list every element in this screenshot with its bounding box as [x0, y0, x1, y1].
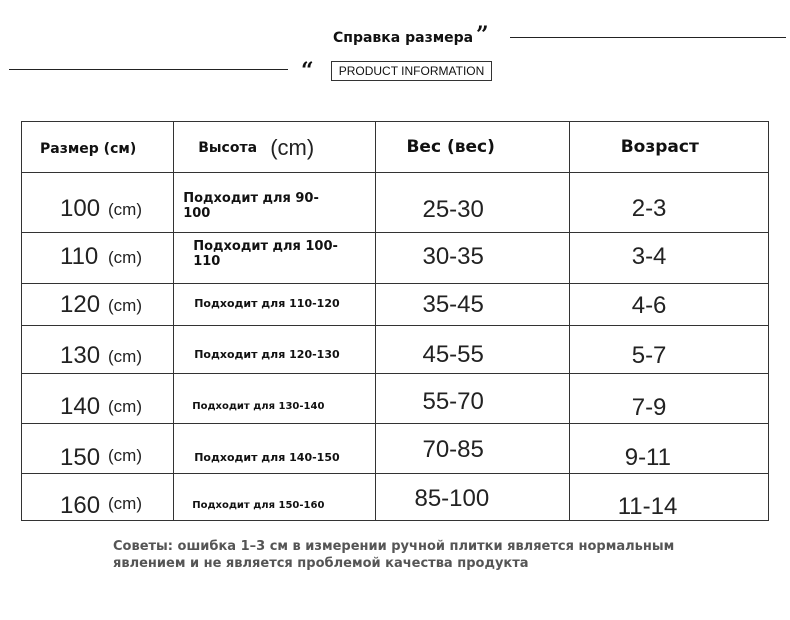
- age-cell: [569, 473, 768, 520]
- size-chart-title: Справка размера: [333, 30, 474, 46]
- weight-value: 25-30: [422, 196, 484, 224]
- size-value: 130: [60, 342, 101, 370]
- measurement-tips: Советы: ошибка 1–3 см в измерении ручной плитки является нормальным явлением и не является проблемой качества продукта: [113, 539, 675, 571]
- size-value: 110: [60, 243, 99, 271]
- table-row: [22, 233, 769, 284]
- closing-quote-icon: ”: [476, 22, 489, 48]
- table-row: [22, 173, 769, 233]
- size-unit: (cm): [108, 445, 142, 465]
- age-value: 5-7: [631, 342, 667, 370]
- size-value: 100: [60, 195, 101, 223]
- fit-text: Подходит для 100-110: [193, 239, 338, 270]
- age-cell: [569, 173, 768, 233]
- size-cell: [22, 473, 174, 520]
- weight-cell: [376, 373, 569, 423]
- size-unit: (cm): [108, 296, 142, 316]
- table-row: [22, 373, 769, 423]
- fit-cell: [174, 423, 376, 473]
- product-information-label: PRODUCT INFORMATION: [331, 61, 492, 81]
- weight-value: 70-85: [422, 435, 484, 463]
- size-value: 160: [60, 491, 101, 519]
- fit-cell: [174, 173, 376, 233]
- table-row: [22, 473, 769, 520]
- header-cell-age: [569, 122, 768, 173]
- fit-text: Подходит для 140-150: [194, 450, 340, 464]
- fit-text: Подходит для 110-120: [194, 297, 340, 311]
- table-header-row: [22, 122, 769, 173]
- age-cell: [569, 326, 768, 373]
- header-age-label: Возраст: [620, 137, 699, 157]
- fit-cell: [174, 284, 376, 326]
- header-height-unit: (cm): [270, 135, 315, 160]
- age-value: 9-11: [624, 443, 671, 471]
- age-value: 2-3: [631, 195, 667, 223]
- weight-cell: [376, 284, 569, 326]
- age-value: 7-9: [631, 393, 667, 421]
- age-value: 11-14: [617, 492, 678, 520]
- age-cell: [569, 284, 768, 326]
- header-divider-left: [9, 69, 288, 70]
- weight-value: 55-70: [422, 387, 484, 415]
- age-value: 4-6: [631, 292, 667, 320]
- header-cell-size: [22, 122, 174, 173]
- size-unit: (cm): [108, 347, 142, 367]
- age-cell: [569, 423, 768, 473]
- size-cell: [22, 423, 174, 473]
- fit-text: Подходит для 120-130: [194, 348, 340, 362]
- fit-cell: [174, 373, 376, 423]
- weight-cell: [376, 173, 569, 233]
- opening-quote-icon: “: [301, 58, 314, 84]
- weight-cell: [376, 423, 569, 473]
- size-cell: [22, 326, 174, 373]
- weight-value: 30-35: [422, 243, 484, 271]
- size-cell: [22, 233, 174, 284]
- weight-cell: [376, 233, 569, 284]
- size-unit: (cm): [108, 248, 142, 268]
- weight-value: 45-55: [422, 341, 484, 369]
- table-row: [22, 423, 769, 473]
- size-cell: [22, 173, 174, 233]
- size-value: 150: [60, 443, 101, 471]
- size-table: [21, 121, 769, 521]
- header-size-label: Размер (см): [40, 141, 137, 157]
- weight-value: 85-100: [414, 484, 490, 512]
- header-cell-weight: [376, 122, 569, 173]
- fit-text: Подходит для 90-100: [183, 191, 319, 222]
- header-weight-label: Вес (вес): [406, 137, 495, 157]
- fit-cell: [174, 233, 376, 284]
- weight-cell: [376, 326, 569, 373]
- size-cell: [22, 284, 174, 326]
- age-cell: [569, 233, 768, 284]
- header-height-label: Высота: [198, 140, 258, 156]
- size-cell: [22, 373, 174, 423]
- fit-cell: [174, 473, 376, 520]
- weight-cell: [376, 473, 569, 520]
- size-unit: (cm): [108, 396, 142, 416]
- table-row: [22, 326, 769, 373]
- header-divider-right: [510, 37, 786, 38]
- fit-text: Подходит для 130-140: [192, 400, 325, 412]
- table-row: [22, 284, 769, 326]
- age-value: 3-4: [631, 243, 667, 271]
- size-unit: (cm): [108, 200, 142, 220]
- fit-cell: [174, 326, 376, 373]
- size-unit: (cm): [108, 493, 142, 513]
- header-cell-height: [174, 122, 376, 173]
- fit-text: Подходит для 150-160: [192, 499, 325, 511]
- size-value: 120: [60, 291, 101, 319]
- age-cell: [569, 373, 768, 423]
- size-value: 140: [60, 392, 101, 420]
- weight-value: 35-45: [422, 291, 484, 319]
